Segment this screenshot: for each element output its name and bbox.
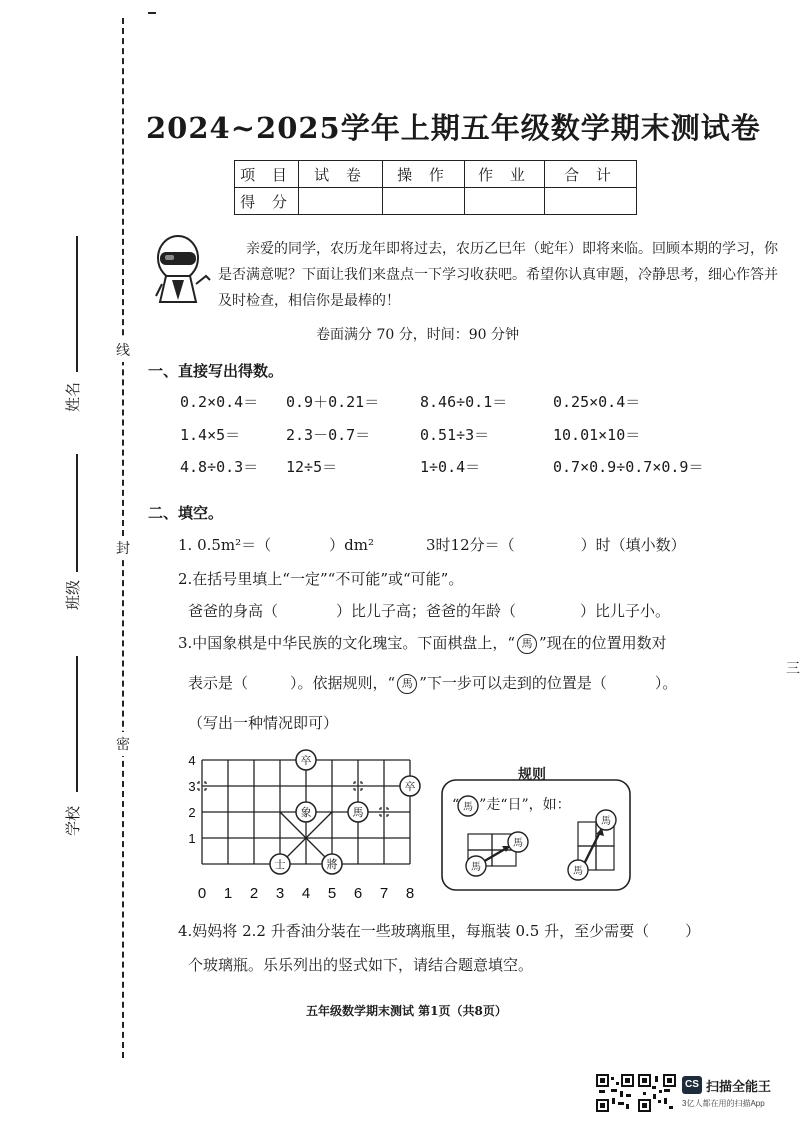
question-4-line2: 个玻璃瓶。乐乐列出的竖式如下，请结合题意填空。 <box>188 956 534 974</box>
position-mark-corner <box>387 815 389 817</box>
calc-item: 12÷5＝ <box>286 458 338 476</box>
board-labels <box>188 753 414 902</box>
score-header-homework: 作 业 <box>465 161 545 188</box>
section2-heading: 二、填空。 <box>148 504 224 522</box>
qr-code-icon <box>596 1074 634 1112</box>
rule-horse-label: 馬 <box>513 838 523 849</box>
question-1b <box>426 534 686 555</box>
position-mark-corner <box>353 781 355 783</box>
right-edge-mark: 三 <box>786 661 800 677</box>
scanner-name: 扫描全能王 <box>706 1079 772 1094</box>
y-tick-label: 1 <box>188 831 196 846</box>
chess-piece <box>270 854 290 874</box>
calc-item: 0.25×0.4＝ <box>553 393 641 411</box>
question-2-line <box>188 600 670 621</box>
question-3-line1 <box>178 632 667 654</box>
position-mark-corner <box>379 807 381 809</box>
binding-char-mi: 密 <box>116 732 130 756</box>
score-header-paper: 试 卷 <box>299 161 383 188</box>
rule-horse-label: 馬 <box>601 816 611 827</box>
horse-piece-icon: 馬 <box>517 634 537 654</box>
name-input-line[interactable] <box>76 236 78 372</box>
calc-item: 1.4×5＝ <box>180 426 241 444</box>
score-header-operation: 操 作 <box>383 161 465 188</box>
score-cell-total[interactable] <box>545 188 637 215</box>
scanner-logo-icon: CS <box>682 1076 702 1094</box>
x-tick-label: 3 <box>275 885 285 902</box>
rule-text-open: “ <box>452 797 460 813</box>
q2-text-b: ）比儿子高；爸爸的年龄（ <box>336 602 517 620</box>
class-label: 班级 <box>64 579 82 610</box>
score-cell-paper[interactable] <box>299 188 383 215</box>
chess-piece-label: 將 <box>326 858 338 871</box>
q1a-unit: ）dm² <box>329 536 375 554</box>
rule-horse-label: 馬 <box>471 862 481 873</box>
position-mark-corner <box>205 789 207 791</box>
q4-text-a: 4.妈妈将 2.2 升香油分装在一些玻璃瓶里，每瓶装 0.5 升，至少需要（ <box>178 922 650 940</box>
x-tick-label: 2 <box>249 885 259 902</box>
robot-avatar-icon <box>148 232 212 310</box>
calc-item: 0.51÷3＝ <box>420 426 490 444</box>
section1-heading: 一、直接写出得数。 <box>148 362 284 380</box>
class-input-line[interactable] <box>76 454 78 572</box>
chess-piece-label: 卒 <box>404 780 416 793</box>
calc-item: 0.9＋0.21＝ <box>286 393 380 411</box>
x-tick-label: 4 <box>301 885 311 902</box>
score-table-header-row <box>235 161 637 188</box>
q4-text-b: ） <box>685 922 701 940</box>
page-title: 2024~2025学年上期五年级数学期末测试卷 <box>146 111 761 145</box>
question-3-note: （写出一种情况即可） <box>188 714 339 732</box>
intro-paragraph: 亲爱的同学，农历龙年即将过去，农历乙巳年（蛇年）即将来临。回顾本期的学习，你是否满意呢？下面让我们来盘点一下学习收获吧。希望你认真审题，冷静思考，细心作答并及时检查，相信你是最棒的！ <box>218 241 778 309</box>
chess-piece <box>400 776 420 796</box>
chess-piece <box>322 854 342 874</box>
chess-piece-label: 象 <box>300 806 312 819</box>
top-dash-mark <box>148 12 156 14</box>
school-label: 学校 <box>64 805 82 836</box>
calc-item: 0.2×0.4＝ <box>180 393 259 411</box>
q2-text-a: 爸爸的身高（ <box>188 602 279 620</box>
calc-item: 8.46÷0.1＝ <box>420 393 508 411</box>
position-mark-corner <box>353 789 355 791</box>
exam-meta: 卷面满分 70 分，时间：90 分钟 <box>316 327 519 343</box>
x-tick-label: 6 <box>353 885 363 902</box>
calc-item: 10.01×10＝ <box>553 426 641 444</box>
x-tick-label: 5 <box>327 885 337 902</box>
school-input-line[interactable] <box>76 656 78 792</box>
score-cell-homework[interactable] <box>465 188 545 215</box>
chess-piece-label: 士 <box>274 858 286 871</box>
question-2: 2.在括号里填上“一定”“不可能”或“可能”。 <box>178 570 464 588</box>
position-mark-corner <box>205 781 207 783</box>
q3-text-f: ）。 <box>654 674 678 692</box>
calc-item: 2.3－0.7＝ <box>286 426 371 444</box>
x-tick-label: 0 <box>197 885 207 902</box>
y-tick-label: 4 <box>188 753 196 768</box>
score-table-score-row <box>235 188 637 215</box>
question-3-line2 <box>188 672 677 694</box>
position-mark-corner <box>361 781 363 783</box>
q1b-end: ）时（填小数） <box>580 536 686 554</box>
score-table <box>234 160 637 215</box>
score-row-label: 得 分 <box>235 188 299 215</box>
position-mark-corner <box>197 789 199 791</box>
q2-text-c: ）比儿子小。 <box>580 602 671 620</box>
calc-item: 0.7×0.9÷0.7×0.9＝ <box>553 458 704 476</box>
x-tick-label: 1 <box>223 885 233 902</box>
q3-text-e: ”下一步可以走到的位置是（ <box>419 674 607 692</box>
rule-title: 规则 <box>518 767 546 783</box>
score-header-total: 合 计 <box>545 161 637 188</box>
rule-horse-label: 馬 <box>463 802 473 813</box>
q3-text-a: 3.中国象棋是中华民族的文化瑰宝。下面棋盘上，“ <box>178 634 515 652</box>
binding-char-feng: 封 <box>116 536 130 560</box>
position-mark-corner <box>387 807 389 809</box>
rule-horse-label: 馬 <box>573 866 583 877</box>
q3-text-c: 表示是（ <box>188 674 249 692</box>
question-4-line1 <box>178 920 700 941</box>
question-1a <box>178 534 374 555</box>
score-header-item: 项 目 <box>235 161 299 188</box>
calc-item: 4.8÷0.3＝ <box>180 458 259 476</box>
chess-piece <box>296 802 316 822</box>
chess-piece-label: 卒 <box>300 754 312 767</box>
chess-board <box>186 748 422 902</box>
x-tick-label: 8 <box>405 885 415 902</box>
rule-diagram <box>438 760 636 894</box>
y-tick-label: 3 <box>188 779 196 794</box>
calc-item: 1÷0.4＝ <box>420 458 481 476</box>
q3-text-b: ”现在的位置用数对 <box>538 634 667 652</box>
page-footer: 五年级数学期末测试 第1页（共8页） <box>306 1004 507 1018</box>
x-tick-label: 7 <box>379 885 389 902</box>
qr-code-icon <box>638 1074 676 1112</box>
chess-piece <box>296 750 316 770</box>
horse-piece-icon: 馬 <box>397 674 417 694</box>
scanner-tagline: 3亿人都在用的扫描App <box>682 1099 765 1108</box>
chess-piece <box>348 802 368 822</box>
name-label: 姓名 <box>64 381 82 412</box>
score-cell-operation[interactable] <box>383 188 465 215</box>
position-mark-corner <box>361 789 363 791</box>
y-tick-label: 2 <box>188 805 196 820</box>
chess-piece-label: 馬 <box>352 806 364 819</box>
q1b-text: 3时12分＝（ <box>426 536 515 554</box>
binding-char-xian: 线 <box>116 338 130 362</box>
position-mark-corner <box>197 781 199 783</box>
q1a-text: 1. 0.5m²＝（ <box>178 536 272 554</box>
q3-text-d: ）。依据规则，“ <box>290 674 396 692</box>
rule-text-body: ”走“日”，如： <box>479 797 571 813</box>
position-mark-corner <box>379 815 381 817</box>
